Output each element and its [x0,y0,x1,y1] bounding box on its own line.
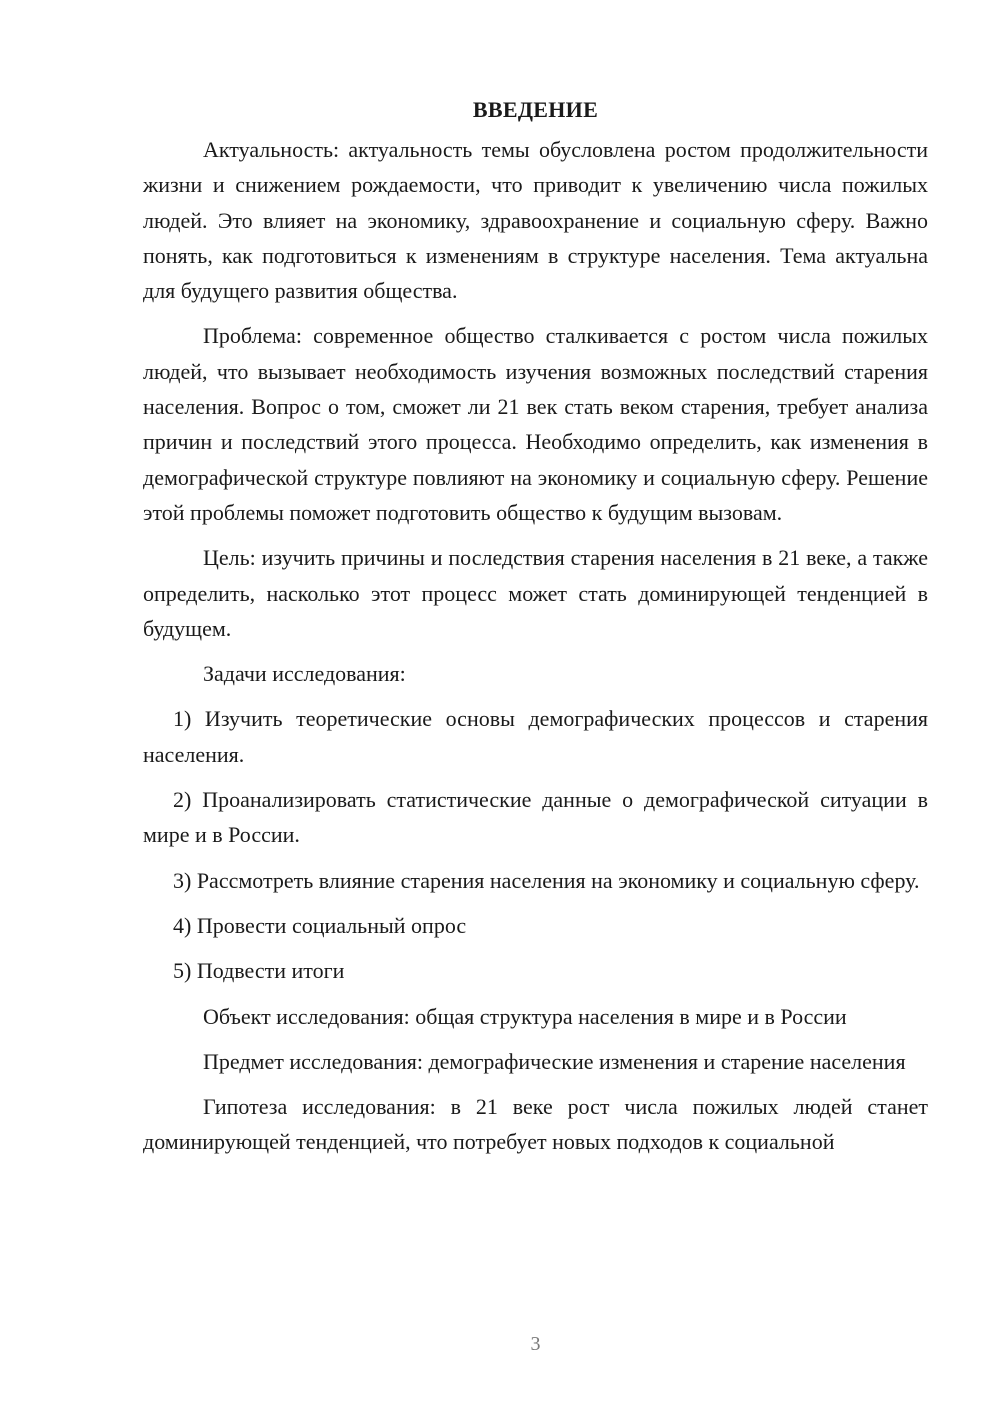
tasks-title: Задачи исследования: [203,661,406,687]
paragraph-object: Объект исследования: общая структура населения в мире и в России [203,1003,847,1029]
task-item-4: 4) Провести социальный опрос [173,912,467,938]
task-item-5: 5) Подвести итоги [173,958,345,984]
paragraph-relevance: Актуальность: актуальность темы обусловлена ростом продолжительности жизни и снижением рождаемости, что приводит к увеличению числа пожилых людей. Это влияет на экономику, здравоохранение и социальную сферу. Важно понять, как подготовиться к изменениям в структуре населения. Тема актуальна для будущего развития общества. [143,137,928,304]
task-item-2: 2) Проанализировать статистические данные о демографической ситуации в мире и в России. [143,787,928,848]
document-page [143,94,928,1170]
paragraph-goal: Цель: изучить причины и последствия старения населения в 21 веке, а также определить, насколько этот процесс может стать доминирующей тенденцией в будущем. [143,545,928,641]
page-number: 3 [530,1333,541,1355]
paragraph-hypothesis: Гипотеза исследования: в 21 веке рост числа пожилых людей станет доминирующей тенденцией, что потребует новых подходов к социальной [143,1094,928,1155]
paragraph-subject: Предмет исследования: демографические изменения и старение населения [203,1048,906,1074]
task-item-3: 3) Рассмотреть влияние старения населения на экономику и социальную сферу. [173,867,920,893]
task-item-1: 1) Изучить теоретические основы демографических процессов и старения населения. [143,706,928,767]
paragraph-problem: Проблема: современное общество сталкивается с ростом числа пожилых людей, что вызывает необходимость изучения возможных последствий старения населения. Вопрос о том, сможет ли 21 век стать веком старения, требует анализа причин и последствий этого процесса. Необходимо определить, как изменения в демографической структуре повлияют на экономику и социальную сферу. Решение этой проблемы поможет подготовить общество к будущим вызовам. [143,323,928,525]
page-title: ВВЕДЕНИЕ [472,97,599,122]
